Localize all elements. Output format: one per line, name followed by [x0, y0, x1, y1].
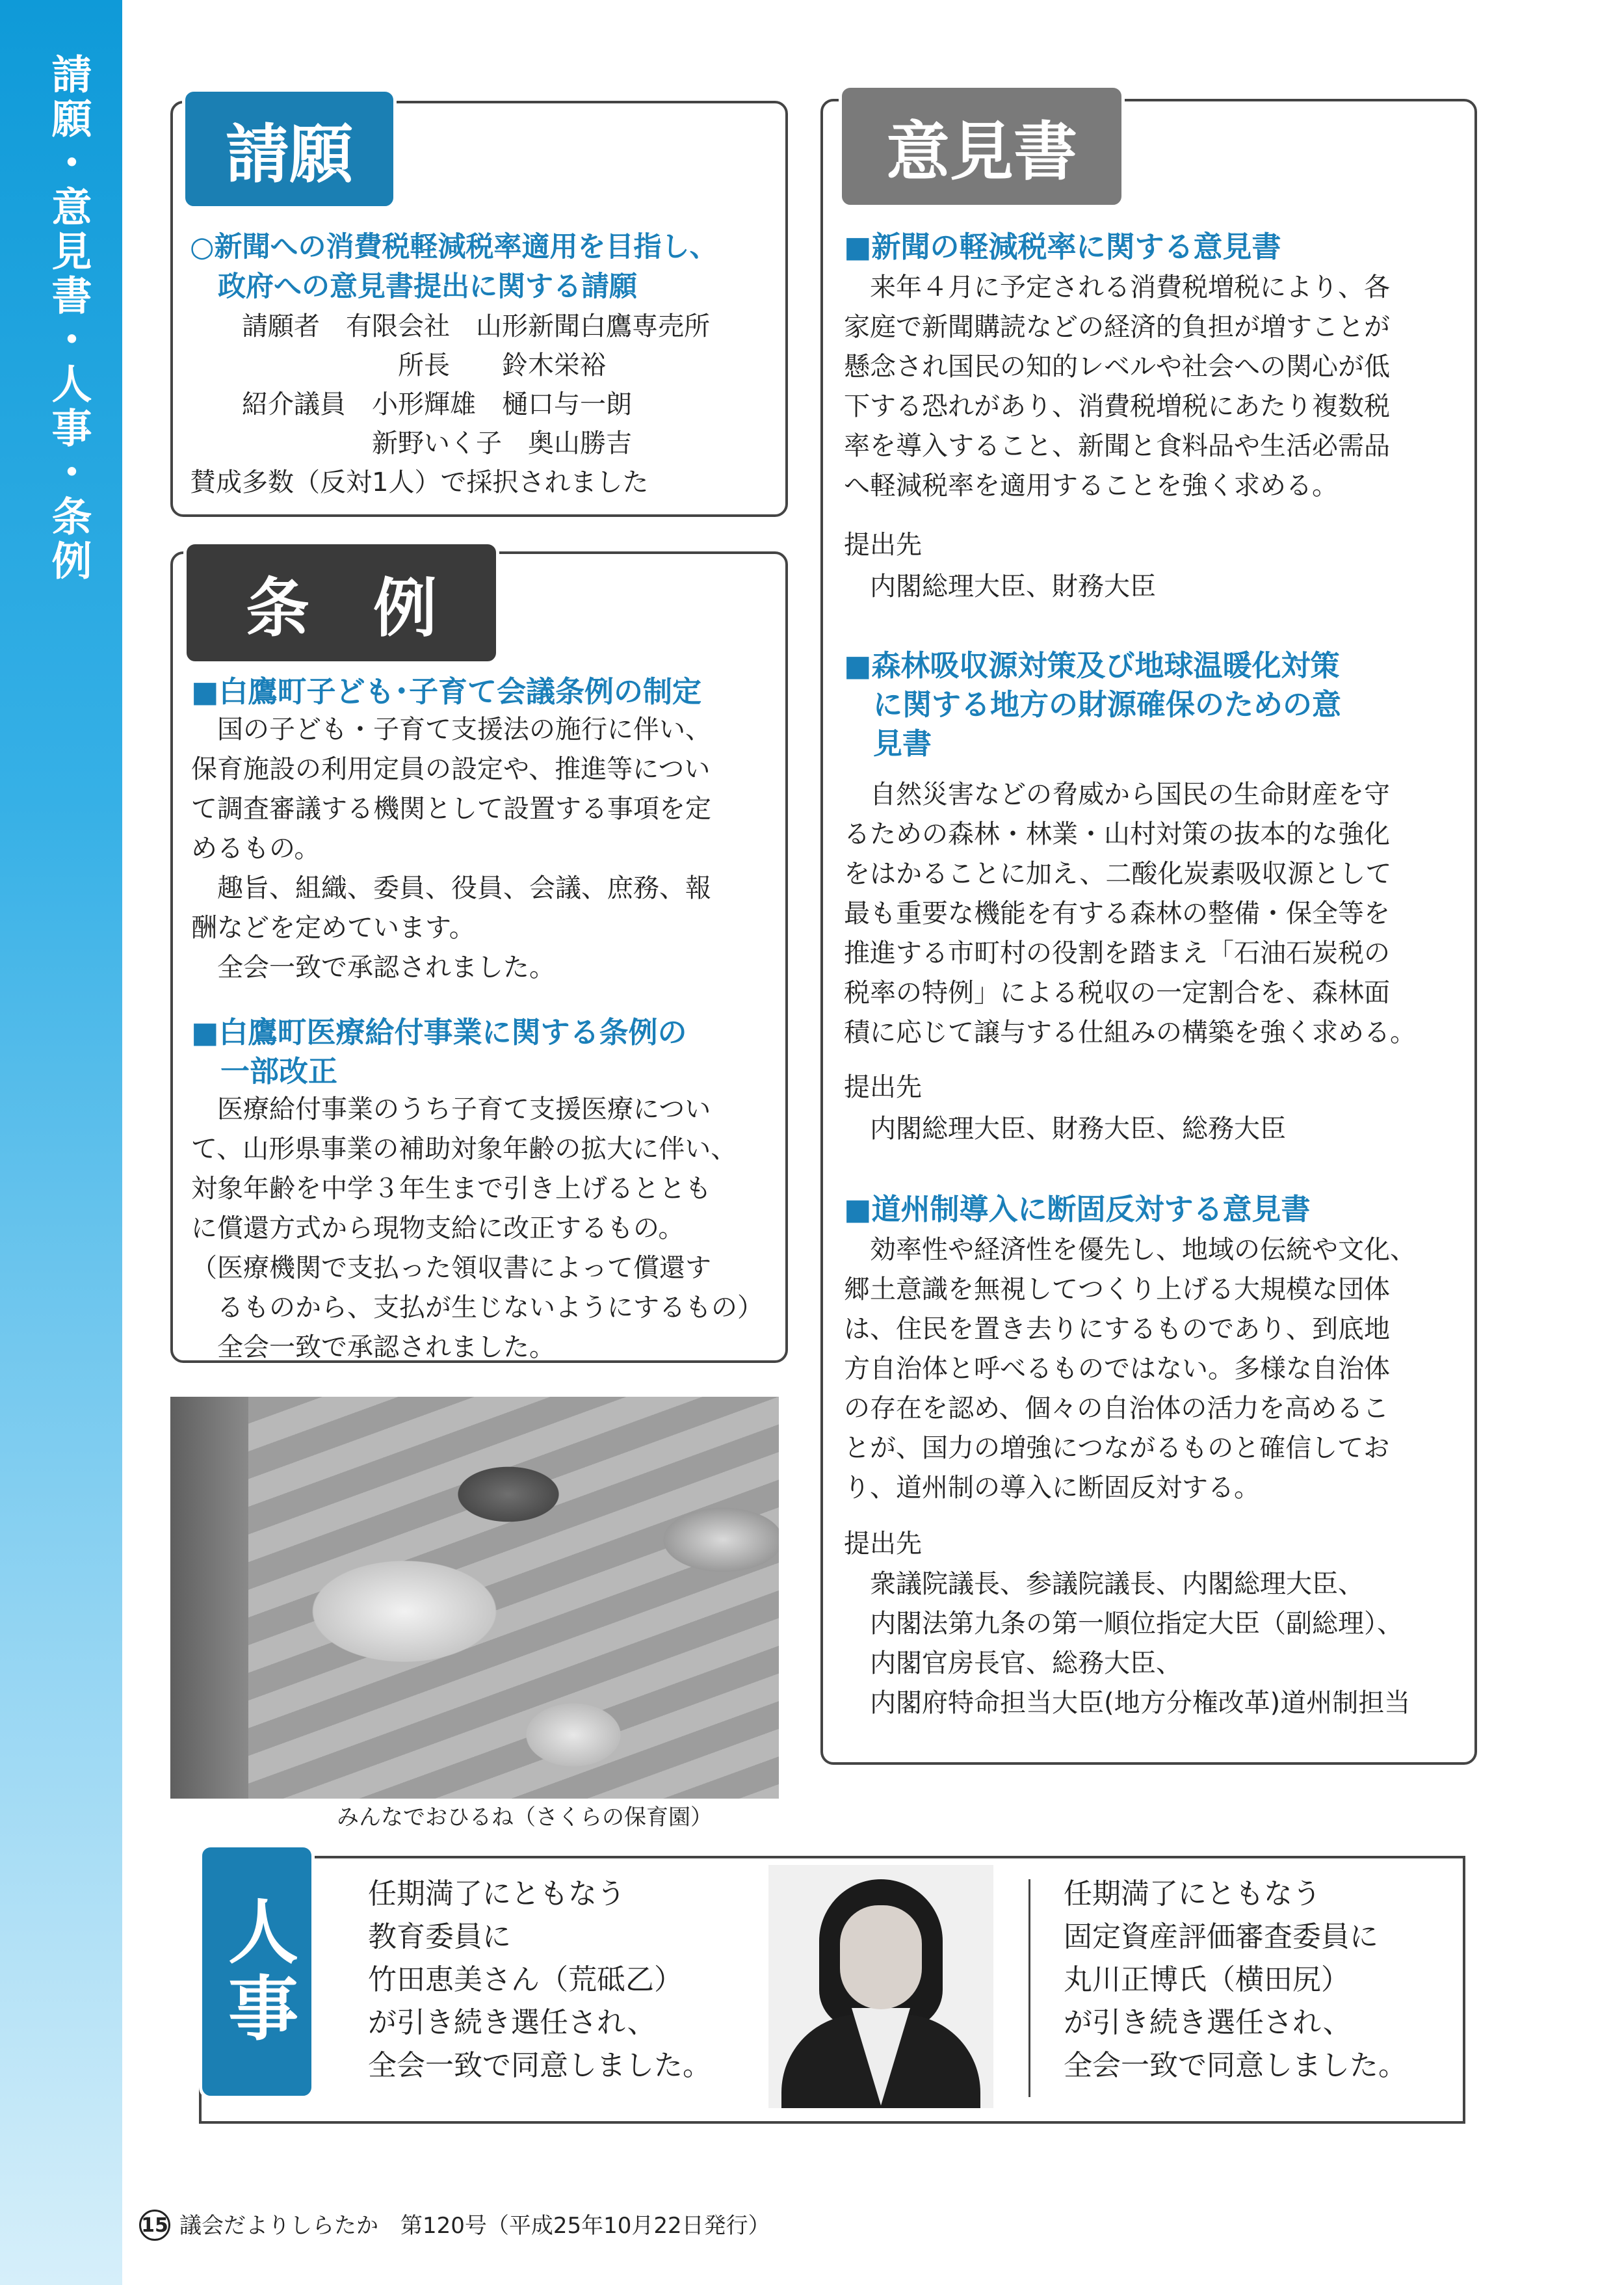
opinion-tag [839, 85, 1125, 208]
photo-caption: みんなでおひるね（さくらの保育園） [337, 1804, 713, 1830]
nap-photo [170, 1397, 779, 1799]
opinion-item-heading: ■新聞の軽減税率に関する意見書 [844, 230, 1281, 264]
ordinance-tag [183, 541, 499, 665]
petition-tag [182, 88, 397, 209]
petition-line: 賛成多数（反対1人）で採択されました [190, 468, 649, 497]
portrait-photo [768, 1865, 993, 2108]
personnel-tag [199, 1844, 315, 2099]
personnel-right-text: 任期満了にともなう 固定資産評価審査委員に 丸川正博氏（横田尻） が引き続き選任され、 全会一致で同意しました。 [1064, 1877, 1407, 2082]
opinion-item-heading: ■森林吸収源対策及び地球温暖化対策 に関する地方の財源確保のための意 見書 [844, 648, 1342, 761]
personnel-left-text: 任期満了にともなう 教育委員に 竹田恵美さん（荒砥乙） が引き続き選任され、 全会一致で同意しました。 [368, 1877, 711, 2082]
ordinance-tag-label: 条 例 [183, 541, 499, 665]
ordinance-item-body: 医療給付事業のうち子育て支援医療につい て、山形県事業の補助対象年齢の拡大に伴い、 対象年齢を中学３年生まで引き上げるととも に償還方式から現物支給に改正するもの。 （医療機関で支払った領収書によって償還す るものから、支払が生じないようにするもの） 全会一致で承認されました。 [191, 1094, 763, 1362]
side-strip [0, 0, 122, 2285]
petition-line: 新野いく子 奥山勝吉 [190, 429, 632, 458]
portrait-face [840, 1905, 922, 2009]
petition-tag-label: 請願 [182, 88, 397, 209]
petition-title-line1: ○新聞への消費税軽減税率適用を目指し、 [190, 231, 718, 263]
personnel-divider [1028, 1879, 1030, 2097]
photo-wall [170, 1397, 248, 1799]
opinion-submit-label: 提出先 [844, 530, 922, 560]
ordinance-item-heading: ■白鷹町子ども･子育て会議条例の制定 [191, 674, 702, 709]
petition-line: 紹介議員 小形輝雄 樋口与一朗 [190, 390, 632, 419]
opinion-submit-label: 提出先 [844, 1529, 922, 1559]
ordinance-item-body: 国の子ども・子育て支援法の施行に伴い、 保育施設の利用定員の設定や、推進等につい て調査審議する機関として設置する事項を定 めるもの。 趣旨、組織、委員、役員、会議、庶務、報 酬などを定めています。 全会一致で承認されました。 [191, 715, 711, 983]
personnel-tag-label: 人事 [199, 1844, 315, 2099]
opinion-submit-to: 内閣総理大臣、財務大臣、総務大臣 [844, 1114, 1286, 1144]
page-number: 15 [139, 2210, 170, 2241]
side-title: 請願・意見書・人事・条例 [45, 53, 92, 584]
footer-text: 議会だよりしらたか 第120号（平成25年10月22日発行） [179, 2213, 770, 2239]
petition-title-line2: 政府への意見書提出に関する請願 [190, 271, 637, 303]
opinion-submit-to: 衆議院議長、参議院議長、内閣総理大臣、 内閣法第九条の第一順位指定大臣（副総理）、 内閣官房長官、総務大臣、 内閣府特命担当大臣(地方分権改革)道州制担当 [869, 1569, 1411, 1718]
opinion-item-body: 来年４月に予定される消費税増税により、各 家庭で新聞購読などの経済的負担が増すことが 懸念され国民の知的レベルや社会への関心が低 下する恐れがあり、消費税増税にあたり複数税 率を導入すること、新聞と食料品や生活必需品 へ軽減税率を適用することを強く求める。 [844, 272, 1390, 501]
opinion-item-body: 効率性や経済性を優先し、地域の伝統や文化、 郷土意識を無視してつくり上げる大規模な団体 は、住民を置き去りにするものであり、到底地 方自治体と呼べるものではない。多様な自治体 の存在を認め、個々の自治体の活力を高めるこ とが、国力の増強につながるものと確信してお り、道州制の導入に断固反対する。 [844, 1235, 1416, 1503]
opinion-item-heading: ■道州制導入に断固反対する意見書 [844, 1192, 1311, 1226]
petition-line: 所長 鈴木栄裕 [190, 350, 606, 380]
petition-line: 請願者 有限会社 山形新聞白鷹専売所 [190, 311, 710, 341]
opinion-item-body: 自然災害などの脅威から国民の生命財産を守 るための森林・林業・山村対策の抜本的な強化 をはかることに加え、二酸化炭素吸収源として 最も重要な機能を有する森林の整備・保全等を 推進する市町村の役割を踏まえ「石油石炭税の 税率の特例」による税収の一定割合を、森林面 積に応じて譲与する仕組みの構築を強く求める。 [844, 780, 1416, 1048]
opinion-submit-label: 提出先 [844, 1072, 922, 1102]
opinion-submit-to: 内閣総理大臣、財務大臣 [844, 572, 1156, 601]
ordinance-item-heading: ■白鷹町医療給付事業に関する条例の 一部改正 [191, 1015, 687, 1089]
opinion-tag-label: 意見書 [839, 85, 1125, 208]
